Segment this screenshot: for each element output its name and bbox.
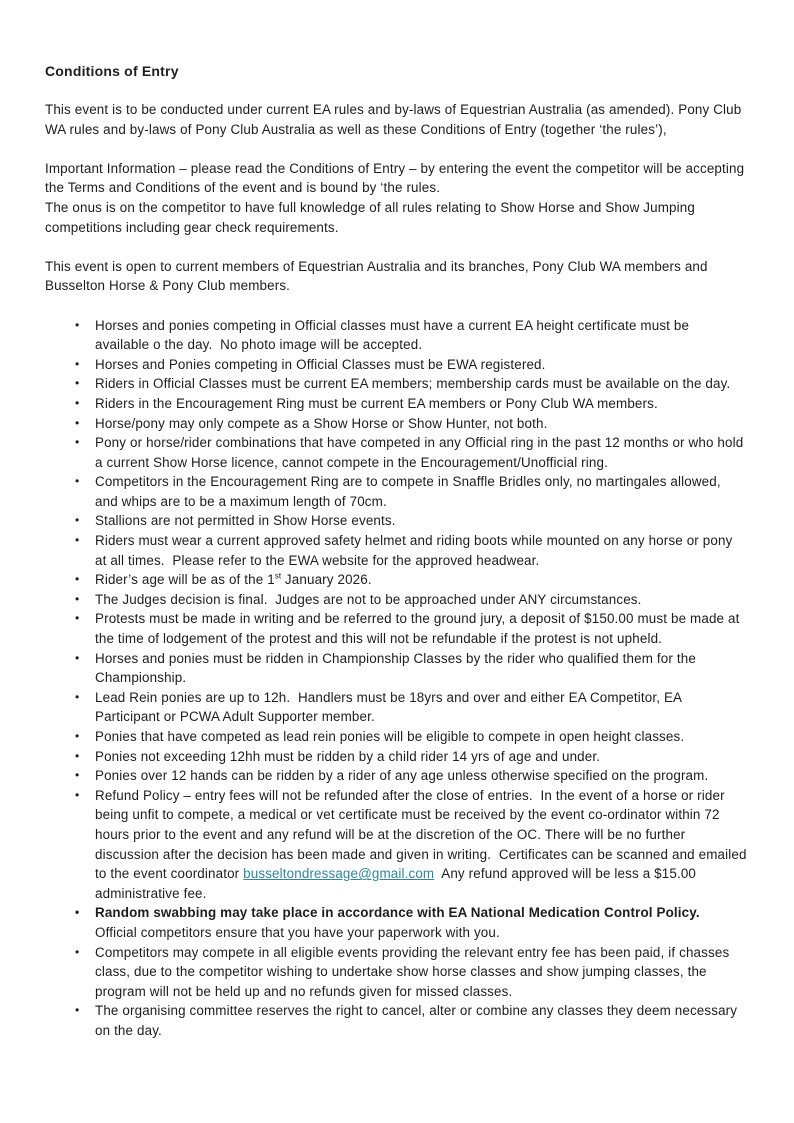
intro-paragraphs — [45, 100, 747, 296]
text-run: Ponies over 12 hands can be ridden by a rider of any age unless otherwise specified on the program. — [95, 768, 709, 784]
text-run: Horse/pony may only compete as a Show Horse or Show Hunter, not both. — [95, 415, 548, 431]
text-run: This event is open to current members of Equestrian Australia and its branches, Pony Club WA members and Busselton Horse & Pony Club members. — [45, 258, 712, 294]
list-item-text — [95, 318, 693, 353]
list-item — [45, 747, 747, 767]
bullet-icon: • — [75, 905, 80, 920]
text-run: Riders in the Encouragement Ring must be current EA members or Pony Club WA members. — [95, 395, 658, 411]
text-run: Stallions are not permitted in Show Horse events. — [95, 513, 396, 529]
list-item-text — [95, 768, 708, 783]
list-item — [45, 1001, 747, 1040]
bullet-icon: • — [75, 376, 80, 391]
text-run: Competitors may compete in all eligible events providing the relevant entry fee has been paid, if chasses class, due to the competitor wishing to undertake show horse classes and show jumping classes, the program will not be held up and no refunds given for missed classes. — [95, 944, 734, 999]
list-item-text — [95, 416, 547, 431]
text-run: This event is to be conducted under current EA rules and by-laws of Equestrian Australia (as amended). Pony Club WA rules and by-laws of Pony Club Australia as well as these Conditions of Entry (together ‘the rules’), — [45, 102, 746, 137]
list-item-text — [95, 905, 700, 940]
text-run: January 2026. — [281, 572, 372, 588]
bullet-icon: • — [75, 474, 80, 489]
bullet-icon: • — [75, 572, 80, 587]
text-run: Important Information – please read the Conditions of Entry – by entering the event the competitor will be accepting the Terms and Conditions of the event and is bound by ‘the rules. — [45, 160, 749, 196]
list-item-text — [95, 690, 685, 725]
bullet-icon: • — [75, 787, 80, 802]
list-item-text — [95, 513, 396, 528]
bullet-icon: • — [75, 317, 80, 332]
list-item-text — [95, 788, 750, 901]
text-run: The organising committee reserves the right to cancel, alter or combine any classes they deem necessary on the day. — [95, 1003, 742, 1038]
text-run: Horses and ponies competing in Official classes must have a current EA height certificate must be available o the day. No photo image will be accepted. — [95, 317, 693, 353]
bullet-icon: • — [75, 435, 80, 450]
bullet-icon: • — [75, 356, 80, 371]
page-title: Conditions of Entry — [45, 63, 179, 79]
list-item — [45, 511, 747, 531]
text-run: Rider’s age will be as of the 1 — [95, 572, 275, 588]
bullet-icon: • — [75, 944, 80, 959]
list-item-text — [95, 396, 658, 411]
list-item — [45, 570, 747, 590]
conditions-list — [45, 316, 751, 1041]
ordinal-superscript: st — [274, 571, 282, 581]
text-run: Ponies not exceeding 12hh must be ridden by a child rider 14 yrs of age and under. — [95, 748, 601, 764]
list-item — [45, 433, 747, 472]
bullet-icon: • — [75, 768, 80, 783]
list-item-text — [95, 533, 736, 568]
list-item — [45, 688, 747, 727]
text-run: Riders in Official Classes must be current EA members; membership cards must be available on the day. — [95, 376, 731, 392]
paragraph — [45, 100, 747, 139]
bullet-icon: • — [75, 513, 80, 528]
text-run: Any refund approved will be less a $15.00 administrative fee. — [95, 866, 700, 901]
list-item-text — [95, 357, 546, 372]
list-item-text — [95, 474, 725, 509]
text-run: Official competitors ensure that you have your paperwork with you. — [95, 924, 500, 940]
text-run: Horses and ponies must be ridden in Championship Classes by the rider who qualified them for the Championship. — [95, 650, 700, 686]
text-run: Lead Rein ponies are up to 12h. Handlers must be 18yrs and over and either EA Competitor, EA Participant or PCWA Adult Supporter member. — [95, 689, 686, 725]
bullet-icon: • — [75, 533, 80, 548]
email-link[interactable]: busseltondressage@gmail.com — [243, 866, 435, 882]
text-run: The onus is on the competitor to have full knowledge of all rules relating to Show Horse and Show Jumping competitions including gear check requirements. — [45, 199, 699, 235]
list-item — [45, 727, 747, 747]
bullet-icon: • — [75, 415, 80, 430]
paragraph — [45, 257, 747, 296]
list-item — [45, 786, 751, 904]
text-run: Riders must wear a current approved safety helmet and riding boots while mounted on any horse or pony at all times. Please refer to the EWA website for the approved headwear. — [95, 533, 737, 568]
text-run: The Judges decision is final. Judges are not to be approached under ANY circumstances. — [95, 591, 642, 607]
list-item — [45, 531, 747, 570]
bullet-icon: • — [75, 611, 80, 626]
list-item — [45, 903, 747, 942]
list-item-text — [95, 592, 642, 607]
list-item-text — [95, 1003, 741, 1038]
text-run: Protests must be made in writing and be referred to the ground jury, a deposit of $150.00 must be made at the time of lodgement of the protest and this will not be refundable if the protest is not upheld. — [95, 611, 744, 647]
list-item — [45, 943, 747, 1002]
bullet-icon: • — [75, 1003, 80, 1018]
list-item-text — [95, 945, 733, 999]
list-item-text — [95, 611, 743, 646]
text-run: Competitors in the Encouragement Ring are to compete in Snaffle Bridles only, no martingales allowed, and whips are to be a maximum length of 70cm. — [95, 474, 725, 509]
text-run: Horses and Ponies competing in Official Classes must be EWA registered. — [95, 356, 546, 372]
list-item-text — [95, 376, 730, 391]
list-item-text — [95, 729, 684, 744]
list-item — [45, 374, 747, 394]
bullet-icon: • — [75, 729, 80, 743]
list-item-text — [95, 572, 372, 587]
bullet-icon: • — [75, 748, 80, 763]
list-item — [45, 394, 747, 414]
text-run: Ponies that have competed as lead rein ponies will be eligible to compete in open height classes. — [95, 729, 685, 744]
text-run: Pony or horse/rider combinations that have competed in any Official ring in the past 12 months or who hold a current Show Horse licence, cannot compete in the Encouragement/Unofficial ring. — [95, 435, 748, 470]
bullet-icon: • — [75, 395, 80, 410]
list-item — [45, 609, 747, 648]
bullet-icon: • — [75, 689, 80, 704]
bullet-icon: • — [75, 650, 80, 665]
list-item — [45, 316, 747, 355]
list-item — [45, 472, 747, 511]
list-item-text — [95, 435, 747, 470]
bullet-icon: • — [75, 591, 80, 606]
list-item — [45, 355, 747, 375]
list-item — [45, 590, 747, 610]
list-item — [45, 649, 747, 688]
paragraph — [45, 159, 747, 237]
text-run: Refund Policy – entry fees will not be refunded after the close of entries. In the event of a horse or rider being unfit to compete, a medical or vet certificate must be received by the event co-ordinator within 72 hours prior to the event and any refund will be at the discretion of the OC. There will be no further discussion after the decision has been made and given in writing. Certificates can be scanned and emailed to the event coordinator — [95, 787, 751, 882]
list-item — [45, 766, 747, 786]
list-item-text — [95, 651, 700, 686]
list-item — [45, 414, 747, 434]
list-item-text — [95, 749, 600, 764]
text-run: Random swabbing may take place in accordance with EA National Medication Control Policy. — [95, 905, 700, 921]
